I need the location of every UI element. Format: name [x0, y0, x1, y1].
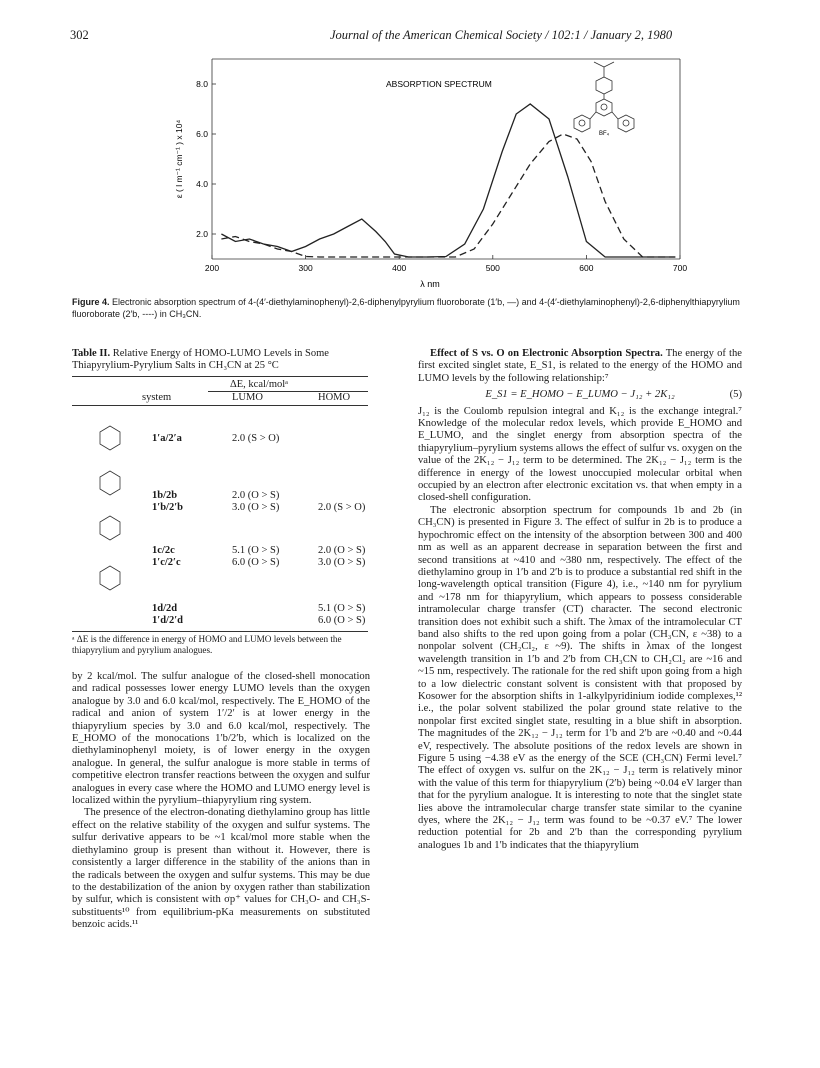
- table-row-homo: 5.1 (O > S): [318, 603, 366, 614]
- y-axis-label: ε ( l m⁻¹ cm⁻¹ ) x 10⁴: [174, 119, 184, 199]
- table-row-system: 1′b/2′b: [152, 502, 184, 513]
- right-paragraph-3: The electronic absorption spectrum for compounds 1b and 2b (in CH₃CN) is presented in Figure 3. The effect of sulfur in 2b is to produce a hypochromic effect on the intensity of the absorption between 300 and 400 nm as well as an apparent decrease in separation between the first and second transitions at ~410 and ~380 nm, respectively. The effect of the diethylamino group in 1′b and 2′b is to produce a substantial red shift in the long-wavelength optical transition (Figure 4), i.e., ~140 nm for pyrylium and ~178 nm for thiapyrylium, which appears to possess considerable intramolecular charge transfer (CT) character. The second electronic transition does not exhibit such a shift. The λmax of the intramolecular CT band also shifts to the red upon going from a polar (CH₃CN, ε ~38) to a nonpolar solvent (CH₂Cl₂, ε ~9). The shifts in λmax of the longest wavelength transition in 1′b and 2′b from CH₃CN to CH₂Cl₂ are ~16 and ~15 nm, respectively. The rationale for the red shift upon going from a high to a low dielectric constant solvent is consistent with that proposed by Kosower for the absorption shifts in 1-alkylpyridinium iodide complexes,¹² i.e., the polar solvent stabilized the polar ground state relative to the nonpolar first excited singlet state, resulting in a blue shift in absorption. The magnitudes of the 2K₁₂ − J₁₂ term for 1′b and 2′b are ~0.40 and ~0.44 eV, respectively. The absolute positions of the redox levels are shown in Figure 5 using −4.38 eV as the energy of the SCE (CH₃CN) Fermi level.⁷ The effect of oxygen vs. sulfur on the 2K₁₂ − J₁₂ term is relatively minor with the value of this term for thiapyrylium (2′b) being ~0.04 eV larger than that for the pyrylium analogue. It is interesting to note that the singlet state lies above the intramolecular charge transfer state similar to the cyanine dyes, where the 2K₁₂ − J₁₂ term was found to be ~0.37 eV.⁷ The lower reduction potential for 2b and 2′b than the corresponding pyrylium analogues 1b and 1′b indicates that the thiapyrylium: [418, 504, 742, 851]
- absorption-spectrum-figure: [70, 55, 760, 295]
- table-header-rule: [72, 405, 368, 406]
- table-structures: [80, 408, 140, 613]
- table-title-text: Relative Energy of HOMO-LUMO Levels in Some Thiapyrylium-Pyrylium Salts in CH₃CN at 25 °C: [72, 348, 329, 371]
- table-col-lumo: LUMO: [232, 392, 263, 403]
- left-paragraph-2: The presence of the electron-donating diethylamino group has little effect on the relative stability of the oxygen and sulfur systems. The sulfur derivative appears to be ~1 kcal/mol more stable when the diethylamino group is present than without it. However, there is consistently a larger difference in the stability of the anions than in the radicals between the oxygen and sulfur systems. This may be due to the destabilization of the anion by oxygen rather than stabilization by sulfur, which is consistent with σp⁺ values for CH₃O- and CH₃S-substituents¹⁰ from equilibrium-pKa measurements on substituted benzoic acids.¹¹: [72, 807, 370, 931]
- y-tick-label: 6.0: [196, 129, 208, 139]
- plot-series-group: [221, 104, 675, 257]
- structure-1b: [100, 471, 120, 495]
- x-tick-label: 400: [392, 263, 407, 273]
- page-number: 302: [70, 28, 89, 42]
- table-top-rule: [72, 376, 368, 377]
- x-tick-label: 700: [672, 263, 688, 273]
- table-row-system: 1b/2b: [152, 490, 178, 501]
- table-title: [72, 348, 372, 372]
- table-row-system: 1d/2d: [152, 603, 178, 614]
- inset-title: ABSORPTION SPECTRUM: [386, 79, 492, 89]
- molecule-structure-inset: [574, 62, 634, 132]
- table-row-system: 1′a/2′a: [152, 433, 182, 444]
- x-axis-label: λ nm: [420, 279, 440, 289]
- table-row-homo: 2.0 (O > S): [318, 545, 366, 556]
- y-tick-label: 2.0: [196, 229, 208, 239]
- table-row-lumo: 2.0 (S > O): [232, 433, 280, 444]
- series-line-thiapyrylium: [221, 134, 675, 257]
- plot-frame: [212, 59, 680, 259]
- table-row-homo: 2.0 (S > O): [318, 502, 366, 513]
- table-row-homo: 6.0 (O > S): [318, 615, 366, 626]
- series-line-pyrylium: [221, 104, 675, 257]
- equation-number: (5): [729, 389, 742, 401]
- bf4-label: BF₄: [599, 131, 610, 137]
- right-paragraph-1: The energy of the first excited singlet state, E_S1, is related to the energy of the HOMO and LUMO levels by the following relationship:⁷: [418, 348, 742, 384]
- figure-caption: [72, 296, 752, 320]
- equation-5: [418, 389, 742, 401]
- right-paragraph-2: J₁₂ is the Coulomb repulsion integral and K₁₂ is the exchange integral.⁷ Knowledge of the molecular redox levels, which provide E_HOMO and E_LUMO, and the singlet energy from absorption spectra of the thiapyrylium–pyrylium systems allows the effect of sulfur vs. oxygen on the value of the 2K₁₂ − J₁₂ term to be determined. The 2K₁₂ − J₁₂ term is the difference in energy of the lowest unoccupied molecular orbital when occupied by an electron after electronic excitation vs. that when empty in a closed-shell configuration.: [418, 405, 742, 504]
- x-tick-label: 300: [298, 263, 313, 273]
- table-row-system: 1′d/2′d: [152, 615, 184, 626]
- table-row-system: 1c/2c: [152, 545, 175, 556]
- y-axis-ticks: [196, 79, 216, 239]
- table-bottom-rule: [72, 631, 368, 632]
- journal-header: Journal of the American Chemical Society / 102:1 / January 2, 1980: [330, 28, 673, 42]
- equation-text: E_S1 = E_HOMO − E_LUMO − J₁₂ + 2K₁₂: [485, 389, 675, 401]
- left-column: [72, 671, 370, 932]
- x-tick-label: 200: [204, 263, 220, 273]
- table-group-header: ΔE, kcal/molᵃ: [230, 379, 289, 390]
- x-axis-ticks: [205, 255, 687, 273]
- y-tick-label: 8.0: [196, 79, 208, 89]
- x-tick-label: 600: [579, 263, 594, 273]
- right-column: [418, 348, 742, 852]
- structure-1c: [100, 516, 120, 540]
- section-title: Effect of S vs. O on Electronic Absorption Spectra.: [430, 348, 663, 359]
- table-row-system: 1′c/2′c: [152, 557, 181, 568]
- structure-1a: [100, 426, 120, 450]
- table-row-lumo: 5.1 (O > S): [232, 545, 280, 556]
- figure-caption-text: Electronic absorption spectrum of 4-(4′-diethylaminophenyl)-2,6-diphenylpyrylium fluoroborate (1′b, —) and 4-(4′-diethylaminophenyl)-2,6-diphenylthiapyrylium fluoroborate (2′b, ----) in CH₃CN.: [72, 297, 740, 319]
- table-title-label: Table II.: [72, 348, 111, 359]
- structure-1d: [100, 566, 120, 590]
- left-paragraph-1: by 2 kcal/mol. The sulfur analogue of the closed-shell monocation and radical possesses lower energy LUMO levels than the oxygen analogue by 3.0 and 6.0 kcal/mol, respectively. The E_HOMO of the radical and anion of system 1′/2′ is at lower energy in the thiapyrylium species by 3.0 and 6.0 kcal/mol, respectively. The E_HOMO of the monocations 1′b/2′b, which is localized on the diethylaminophenyl moiety, is of lower energy in the oxygen analogue. In general, the sulfur analogue is more stable in terms of competitive electron transfer reactions between the oxygen and sulfur analogues in every case where the HOMO and LUMO energy level is localized within the pyrylium–thiapyrylium ring system.: [72, 671, 370, 807]
- table-col-homo: HOMO: [318, 392, 351, 403]
- table-row-homo: 3.0 (O > S): [318, 557, 366, 568]
- table-footnote: ᵃ ΔE is the difference in energy of HOMO and LUMO levels between the thiapyrylium and pyrylium analogues.: [72, 634, 342, 655]
- figure-caption-label: Figure 4.: [72, 297, 110, 307]
- table-col-system: system: [142, 392, 172, 403]
- x-tick-label: 500: [485, 263, 500, 273]
- table-row-lumo: 6.0 (O > S): [232, 557, 280, 568]
- table-row-lumo: 3.0 (O > S): [232, 502, 280, 513]
- y-tick-label: 4.0: [196, 179, 208, 189]
- table-row-lumo: 2.0 (O > S): [232, 490, 280, 501]
